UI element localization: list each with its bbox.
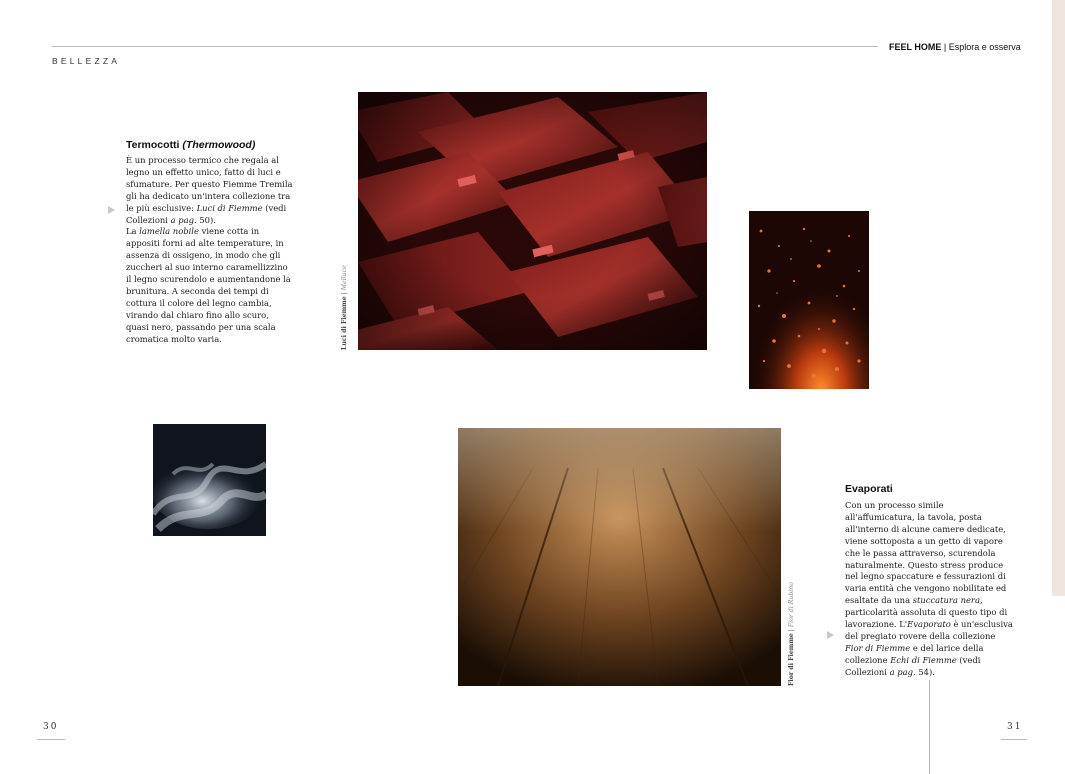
vertical-rule [929,680,930,774]
text-run-italic: lamella nobile [139,226,199,237]
embers-illustration [749,211,869,389]
termocotti-text [126,155,294,346]
termocotti-paragraph-2 [126,226,294,345]
running-header [889,42,1021,52]
credit-separator: | [341,290,348,297]
text-run: e del larice della collezione [845,642,984,665]
text-run: La [126,226,140,237]
page-edge-strip [1052,0,1065,596]
text-run-italic: Fior di Fiemme [845,642,911,653]
evaporati-heading: Evaporati [845,483,893,495]
credit-collection: Luci di Fiemme [341,296,348,350]
text-run: (vedi Collezioni [126,202,287,225]
credit-product: Melluce [341,265,348,291]
text-run-italic: Luci di Fiemme [196,202,263,213]
termocotti-paragraph-1 [126,155,294,226]
embers-photo [749,211,869,389]
page-number-right: 31 [1007,722,1023,732]
termocotti-title-italic: (Thermowood) [182,139,256,151]
thermowood-planks-illustration [358,92,707,350]
thermowood-planks-photo [358,92,707,350]
photo-credit-fior [788,582,795,686]
text-run-italic: stuccatura nera [912,595,980,606]
text-run: viene cotta in appositi forni ad alte temperature, in assenza di ossigeno, in modo che gli zuccheri al suo interno caramellizzino il legno scurendolo e aumentandone la brunitura. A seconda dei tempi di cottura il colore del legno cambia, virando dal chiaro fino allo scuro, quasi nero, passando per una scala cromatica molto varia. [126,226,291,344]
smoke-photo [153,424,266,536]
header-separator: | [941,42,949,52]
credit-separator: | [788,627,795,634]
evaporati-text [845,500,1015,679]
text-run: , particolarità assoluta di questo tipo di lavorazione. L' [845,595,1008,630]
termocotti-title: Termocotti [126,139,183,151]
wood-floor-illustration [458,428,781,686]
page-number-left: 30 [43,722,59,732]
text-run: 50). [196,214,216,225]
pointer-arrow-icon [108,206,115,214]
text-run: È un processo termico che regala al legno un effetto unico, fatto di luci e sfumature. Per questo Fiemme Tremila gli ha dedicato un'intera collezione tra le più esclusive: [126,155,293,213]
footer-rule-left [37,739,65,740]
text-run: Con un processo simile all'affumicatura, la tavola, posta all'interno di alcune camere dedicate, viene sottoposta a un getto di vapore che le passa attraverso, scurendola naturalmente. Questo stress produce nel legno spaccature e fessurazioni di varia entità che vengono nobilitate ed esaltate da una [845,500,1007,606]
credit-collection: Fior di Fiemme [788,633,795,686]
text-run: (vedi Collezioni [845,654,981,677]
termocotti-heading [126,139,255,151]
brand-label: FEEL HOME [889,42,942,52]
photo-credit-luci [341,265,348,350]
footer-rule-right [1001,739,1027,740]
section-label: BELLEZZA [52,56,121,66]
text-run-italic: Evaporato [907,619,951,630]
text-run: 54). [915,666,935,677]
pointer-arrow-icon [827,631,834,639]
header-subtitle: Esplora e osserva [948,42,1021,52]
header-rule [52,46,878,47]
smoke-illustration [153,424,266,536]
credit-product: Fior di Rubino [788,582,795,628]
text-run-italic: a pag. [170,214,197,225]
steamed-wood-floor-photo [458,428,781,686]
text-run: è un'esclusiva del pregiato rovere della collezione [845,619,1013,641]
text-run-italic: Echi di Fiemme [890,654,957,665]
text-run-italic: a pag. [889,666,916,677]
